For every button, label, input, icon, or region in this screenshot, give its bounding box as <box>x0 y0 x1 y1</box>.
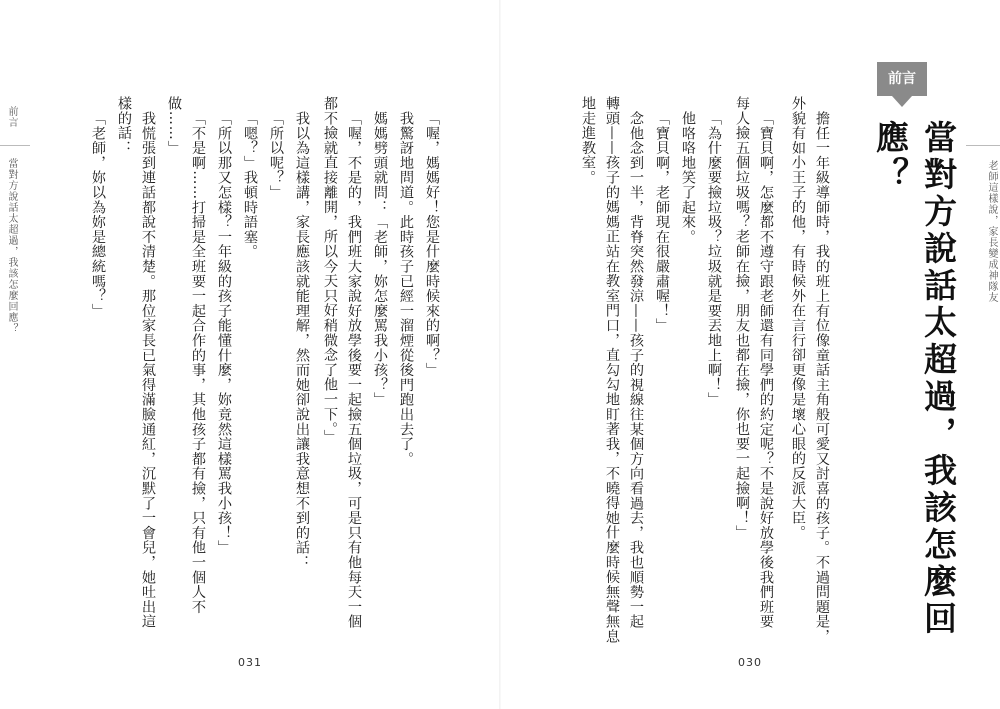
text-line: 他咯咯地笑了起來。 <box>680 111 696 245</box>
left-page-number: 031 <box>238 656 262 669</box>
left-running-head: 前言 <box>6 106 17 128</box>
text-line: 「為什麼要撿垃圾？垃圾就是要丟地上啊！」 <box>706 111 722 407</box>
text-line: 「所以呢？」 <box>268 111 284 200</box>
text-line: 「老師，妳以為妳是總統嗎？」 <box>90 111 106 319</box>
text-line: 我慌張到連話都說不清楚。那位家長已氣得滿臉通紅，沉默了一會兒，她吐出這 <box>140 111 156 629</box>
text-line: 媽媽劈頭就問：「老師，妳怎麼罵我小孩？」 <box>372 111 388 407</box>
page-gutter <box>499 0 501 709</box>
left-running-subtitle: 當對方說話太超過，我該怎麼回應？ <box>6 158 17 334</box>
text-line: 我以為這樣講，家長應該就能理解，然而她卻說出讓我意想不到的話： <box>294 111 310 570</box>
text-line: 「所以那又怎樣？一年級的孩子能懂什麼，妳竟然這樣罵我小孩！」 <box>216 111 232 555</box>
text-line: 「寶貝啊，怎麼都不遵守跟老師還有同學們的約定呢？不是說好放學後我們班要 <box>758 111 774 629</box>
text-line: 外貌有如小王子的他，有時候外在言行卻更像是壞心眼的反派大臣。 <box>790 96 806 540</box>
text-line: 做……」 <box>166 96 182 156</box>
chapter-title: 當對方說話太超過，我該怎麼回應？ <box>871 120 958 638</box>
text-line: 「喔，媽媽好！您是什麼時候來的啊？」 <box>424 111 440 378</box>
text-line: 都不撿就直接離開，所以今天只好稍微念了他一下。」 <box>322 96 338 445</box>
text-line: 擔任一年級導師時，我的班上有位像童話主角般可愛又討喜的孩子。不過問題是， <box>814 111 830 644</box>
text-line: 「不是啊……打掃是全班要一起合作的事，其他孩子都有撿，只有他一個人不 <box>190 111 206 615</box>
text-line: 「嗯？」我頓時語塞。 <box>242 111 258 259</box>
text-line: 樣的話： <box>116 96 132 156</box>
text-line: 「喔，不是的，我們班大家說好放學後要一起撿五個垃圾，可是只有他每天一個 <box>346 111 362 629</box>
right-running-head: 老師這樣說，家長變成神隊友 <box>986 160 997 303</box>
text-line: 每人撿五個垃圾嗎？老師在撿，朋友也都在撿，你也要一起撿啊！」 <box>734 96 750 540</box>
left-head-rule <box>0 145 30 146</box>
chapter-tag: 前言 <box>877 62 927 96</box>
chapter-tag-pointer <box>892 96 912 107</box>
right-head-rule <box>966 145 1000 146</box>
text-line: 轉頭——孩子的媽媽正站在教室門口，直勾勾地盯著我，不曉得她什麼時候無聲無息 <box>604 96 620 644</box>
text-line: 「寶貝啊，老師現在很嚴肅喔！」 <box>654 111 670 333</box>
text-line: 地走進教室。 <box>580 96 596 185</box>
text-line: 我驚訝地問道。此時孩子已經一溜煙從後門跑出去了。 <box>398 111 414 467</box>
right-page-number: 030 <box>738 656 762 669</box>
text-line: 念他念到一半，背脊突然發涼——孩子的視線往某個方向看過去，我也順勢一起 <box>628 111 644 629</box>
